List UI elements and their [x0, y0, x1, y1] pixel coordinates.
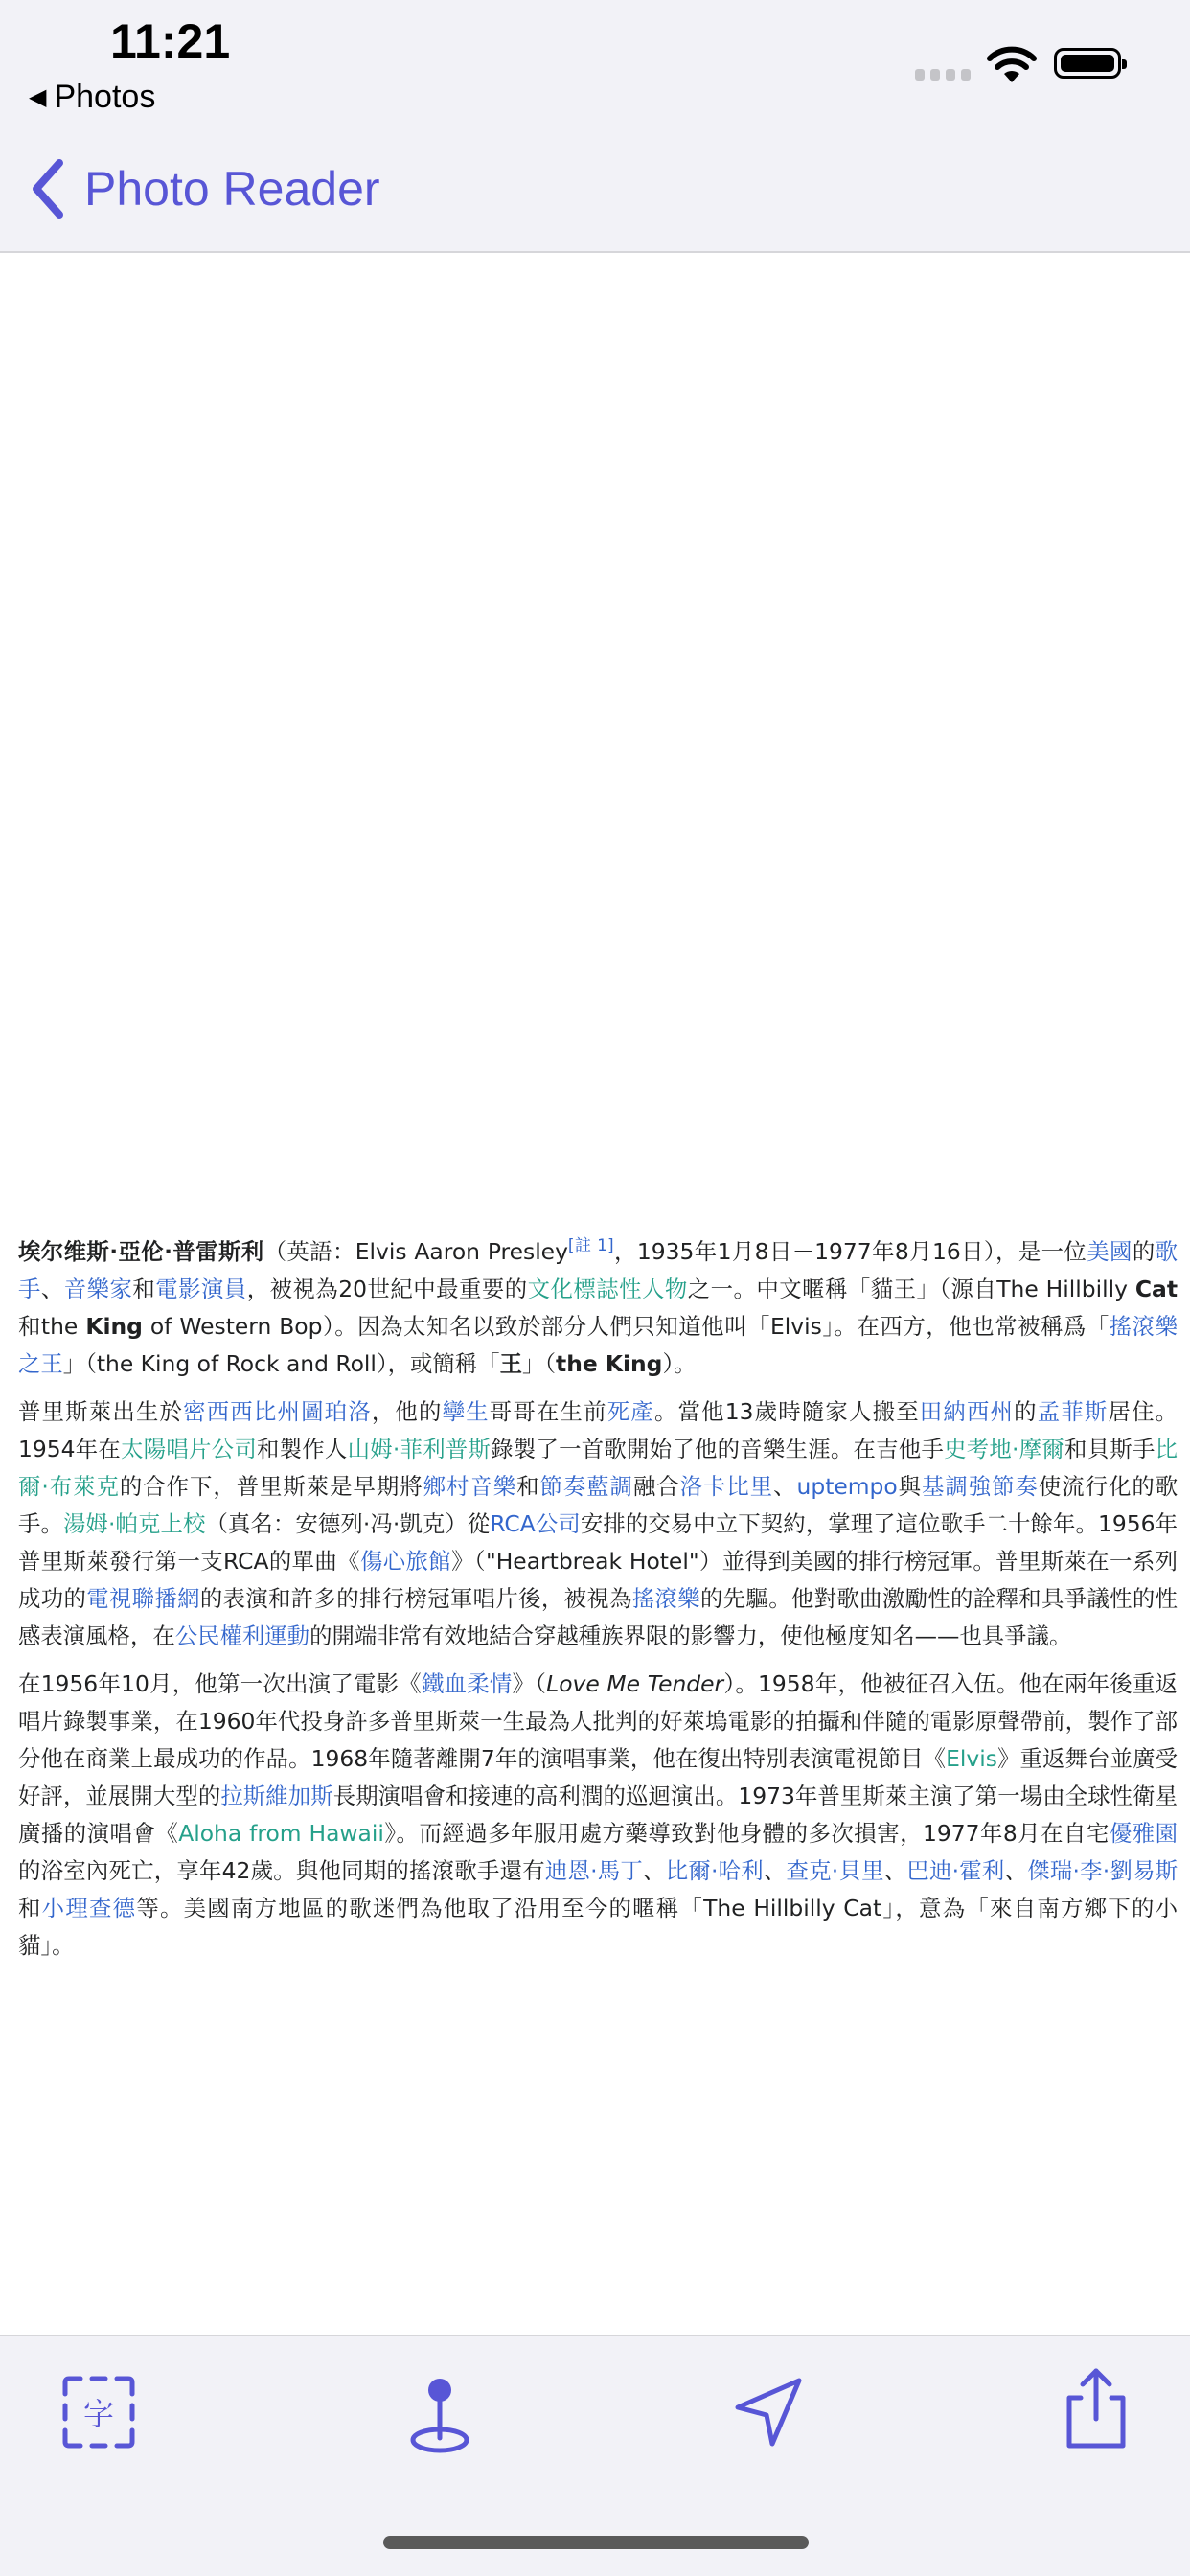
text: 和製作人: [256, 1436, 348, 1462]
text: ，他的: [371, 1398, 443, 1425]
text: 等。美國南方地區的歌迷們為他取了沿用至今的暱稱「The Hillbilly Cat」，意為「來自南方鄉下的小貓」。: [18, 1895, 1179, 1959]
text: （英語：Elvis Aaron Presley: [263, 1238, 568, 1265]
text: 、: [40, 1276, 64, 1302]
link[interactable]: 美國: [1087, 1238, 1133, 1265]
text: 》（"Heartbreak Hotel"）並得到美國的排行榜冠軍。普里斯萊在一系列成功的: [18, 1548, 1178, 1612]
text-recognition-button[interactable]: [59, 2373, 138, 2455]
link[interactable]: 鐵血柔情: [421, 1670, 513, 1697]
text: 、: [1004, 1857, 1028, 1884]
text: （真名：安德列·冯·凱克）從: [205, 1510, 491, 1537]
share-icon: [1060, 2365, 1133, 2451]
link[interactable]: 圖珀洛: [301, 1398, 372, 1425]
text: 在1956年10月，他第一次出演了電影《: [18, 1670, 422, 1697]
text: 哥哥在生前: [489, 1398, 607, 1425]
link[interactable]: 史考地·摩爾: [944, 1436, 1065, 1462]
link[interactable]: 查克·貝里: [786, 1857, 884, 1884]
link[interactable]: 迪恩·馬丁: [544, 1857, 644, 1884]
navigate-button[interactable]: [730, 2373, 809, 2455]
text: 和貝斯手: [1064, 1436, 1156, 1462]
paragraph-1: [18, 1233, 1178, 1383]
nav-back-button[interactable]: [29, 159, 380, 218]
link[interactable]: 拉斯維加斯: [220, 1782, 333, 1809]
text: 和the: [18, 1313, 86, 1340]
link[interactable]: 孟菲斯: [1037, 1398, 1109, 1425]
back-triangle-icon: ◀: [29, 84, 47, 110]
text: 和: [18, 1895, 42, 1921]
link[interactable]: 搖滾樂: [631, 1585, 700, 1612]
text: 普里斯萊出生於: [18, 1398, 184, 1425]
text: of Western Bop）。因為太知名以致於部分人們只知道他叫「Elvis」。在西方，他也常被稱爲「: [142, 1313, 1110, 1340]
status-bar: [0, 0, 1190, 125]
link[interactable]: 田納西州: [919, 1398, 1015, 1425]
recognized-text-article: [18, 1233, 1178, 1975]
text: 的開端非常有效地結合穿越種族界限的影響力，使他極度知名——也具爭議。: [309, 1622, 1072, 1649]
bold-text: 王: [499, 1350, 522, 1377]
italic-text: Love Me Tender: [546, 1670, 724, 1697]
text: 使流行化的歌手。: [18, 1473, 1179, 1537]
link[interactable]: Aloha from Hawaii: [178, 1820, 384, 1847]
link[interactable]: 音樂家: [63, 1276, 133, 1302]
paragraph-2: [18, 1393, 1178, 1655]
text: 的: [1132, 1238, 1156, 1265]
text: 、: [883, 1857, 907, 1884]
chevron-left-icon: [29, 159, 67, 218]
link[interactable]: 公民權利運動: [174, 1622, 310, 1649]
link[interactable]: 死產: [606, 1398, 654, 1425]
link[interactable]: 比爾·布萊克: [18, 1436, 1179, 1500]
link[interactable]: 小理查德: [41, 1895, 137, 1921]
battery-icon: [1054, 48, 1121, 79]
text: 和: [132, 1276, 156, 1302]
text-recognition-icon: [59, 2373, 138, 2451]
link[interactable]: 孿生: [442, 1398, 490, 1425]
link[interactable]: 節奏藍調: [539, 1473, 633, 1500]
share-button[interactable]: [1060, 2365, 1133, 2455]
bold-text: the King: [556, 1350, 663, 1377]
link[interactable]: 搖滾樂之王: [18, 1313, 1179, 1377]
link[interactable]: 傑瑞·李·劉易斯: [1027, 1857, 1179, 1884]
link[interactable]: 湯姆·帕克上校: [62, 1510, 206, 1537]
text: 的浴室內死亡，享年42歲。與他同期的搖滾歌手還有: [18, 1857, 545, 1884]
text: 的表演和許多的排行榜冠軍唱片後，被視為: [199, 1585, 632, 1612]
link[interactable]: RCA公司: [490, 1510, 581, 1537]
text: 、: [773, 1473, 797, 1500]
link[interactable]: uptempo: [796, 1473, 898, 1500]
text: 的先驅。他對歌曲激勵性的詮釋和具爭議性的性感表演風格，在: [18, 1585, 1179, 1649]
text: 》（: [512, 1670, 547, 1697]
text: 錄製了一首歌開始了他的音樂生涯。在吉他手: [491, 1436, 945, 1462]
text: 的: [1014, 1398, 1038, 1425]
link[interactable]: 電影演員: [155, 1276, 247, 1302]
text: 居住。1954年在: [18, 1398, 1179, 1462]
link[interactable]: 歌手: [18, 1238, 1179, 1302]
text: 」（: [521, 1350, 557, 1377]
footnote-link[interactable]: [註 1]: [567, 1236, 614, 1256]
back-app-label: Photos: [54, 79, 156, 115]
text: 之一。中文暱稱「貓王」（源自The Hillbilly: [687, 1276, 1135, 1302]
link[interactable]: 密西西比州: [183, 1398, 302, 1425]
text: 」（the King of Rock and Roll），或簡稱「: [62, 1350, 500, 1377]
text: ，1935年1月8日－1977年8月16日），是一位: [613, 1238, 1087, 1265]
bold-text: King: [85, 1313, 143, 1340]
text: 、: [763, 1857, 787, 1884]
text: 的合作下，普里斯萊是早期將: [119, 1473, 423, 1500]
link[interactable]: 巴迪·霍利: [906, 1857, 1005, 1884]
link[interactable]: 電視聯播網: [86, 1585, 200, 1612]
text: ）。1958年，他被征召入伍。他在兩年後重返唱片錄製事業，在1960年代投身許多普里斯萊一生最為人批判的好萊塢電影的拍攝和伴隨的電影原聲帶前，製作了部分他在商業上最成功的作品。1968年隨著離開7年的演唱事業，他在復出特別表演電視節目《: [18, 1670, 1178, 1772]
link[interactable]: 洛卡比里: [679, 1473, 774, 1500]
link[interactable]: 鄉村音樂: [423, 1473, 517, 1500]
link[interactable]: 傷心旅館: [359, 1548, 452, 1575]
link[interactable]: 比爾·哈利: [665, 1857, 764, 1884]
link[interactable]: 基調強節奏: [922, 1473, 1039, 1500]
text: 》。而經過多年服用處方藥導致對他身體的多次損害，1977年8月在自宅: [383, 1820, 1110, 1847]
text: 、: [643, 1857, 666, 1884]
status-time: 11:21: [110, 14, 231, 68]
wifi-icon: [985, 46, 1039, 84]
link[interactable]: 文化標誌性人物: [527, 1276, 688, 1302]
nav-title: Photo Reader: [84, 162, 380, 216]
text: 長期演唱會和接連的高利潤的巡迴演出。1973年普里斯萊主演了第一場由全球性衛星廣播的演唱會《: [18, 1782, 1179, 1847]
text: 和: [516, 1473, 540, 1500]
text: 與: [897, 1473, 923, 1500]
link[interactable]: 山姆·菲利普斯: [347, 1436, 492, 1462]
link[interactable]: 太陽唱片公司: [121, 1436, 257, 1462]
text: 》重返舞台並廣受好評，並展開大型的: [18, 1745, 1178, 1809]
svg-text:字: 字: [82, 2396, 115, 2432]
paragraph-3: [18, 1666, 1178, 1965]
navigation-arrow-icon: [730, 2373, 809, 2451]
location-button[interactable]: [400, 2373, 479, 2459]
home-indicator[interactable]: [383, 2536, 809, 2549]
text: 融合: [632, 1473, 680, 1500]
link[interactable]: Elvis: [946, 1745, 997, 1772]
bold-text: Cat: [1134, 1276, 1179, 1302]
link[interactable]: 優雅園: [1109, 1820, 1178, 1847]
text: 安排的交易中立下契約，掌理了這位歌手二十餘年。1956年普里斯萊發行第一支RCA的單曲《: [18, 1510, 1179, 1575]
back-to-app-link[interactable]: [29, 79, 155, 116]
navigation-bar: [0, 125, 1190, 253]
text: ）。: [662, 1350, 697, 1377]
cellular-signal-icon: [915, 69, 971, 80]
text: 。當他13歲時隨家人搬至: [653, 1398, 920, 1425]
subject-name: 埃尔维斯·亞伦·普雷斯利: [18, 1238, 264, 1265]
text: ，被視為20世紀中最重要的: [246, 1276, 528, 1302]
photo-content-area: [0, 253, 1190, 2334]
location-pin-icon: [400, 2373, 479, 2455]
